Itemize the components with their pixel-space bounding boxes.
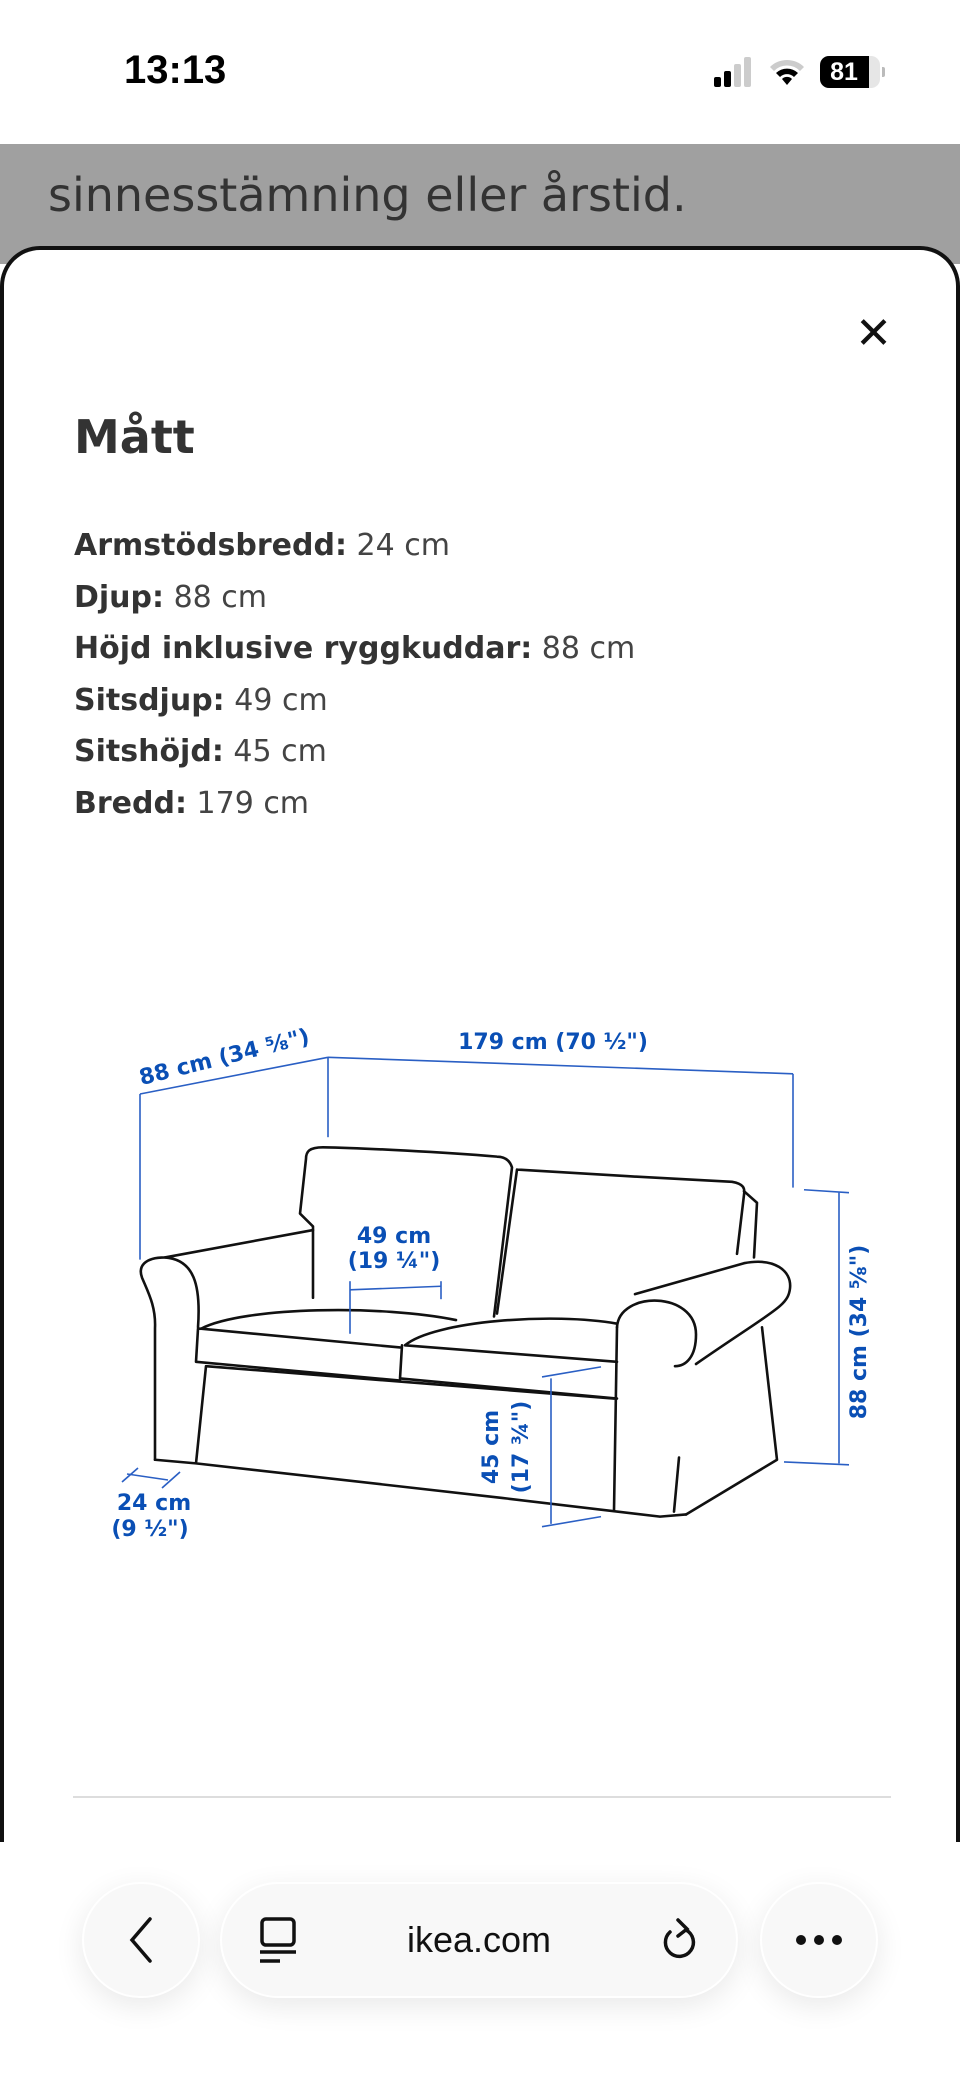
seat-depth-cm-label: 49 cm (356, 1224, 432, 1249)
spec-item (74, 572, 635, 624)
background-text: sinnesstämning eller årstid. (48, 168, 687, 222)
chevron-left-icon (126, 1916, 156, 1964)
spec-label: Höjd inklusive ryggkuddar: (74, 631, 533, 666)
spec-label: Bredd: (74, 785, 187, 821)
spec-item (74, 726, 635, 778)
back-button[interactable] (82, 1882, 200, 1998)
modal-title: Mått (74, 410, 195, 464)
address-bar[interactable] (220, 1882, 738, 1998)
spec-value: 88 cm (173, 579, 267, 615)
tabs-icon (258, 1916, 298, 1964)
spec-item (74, 778, 635, 830)
arm-width-in-label: (9 ½") (111, 1517, 189, 1542)
divider (73, 1796, 891, 1798)
more-button[interactable] (760, 1882, 878, 1998)
width-label: 179 cm (70 ½") (458, 1030, 648, 1055)
sofa-dimension-drawing (104, 1004, 904, 1584)
seat-height-in-label: (17 ¾") (509, 1400, 534, 1494)
reload-icon[interactable] (660, 1916, 700, 1964)
spec-item (74, 520, 635, 572)
height-label: 88 cm (34 ⅝") (847, 1244, 872, 1420)
spec-value: 179 cm (196, 785, 310, 821)
url-text: ikea.com (406, 1919, 552, 1960)
arm-width-cm-label: 24 cm (116, 1491, 192, 1516)
battery-level: 81 (830, 57, 858, 86)
spec-label: Sitsdjup: (74, 682, 225, 718)
wifi-icon (768, 57, 806, 87)
status-time: 13:13 (124, 48, 227, 92)
spec-value: 88 cm (541, 631, 636, 666)
spec-label: Djup: (74, 579, 165, 615)
more-icon (795, 1933, 843, 1947)
spec-value: 45 cm (233, 734, 327, 769)
dimensions-modal (0, 246, 960, 1846)
spec-item (74, 675, 635, 727)
spec-value: 49 cm (234, 682, 328, 718)
close-icon: ✕ (855, 308, 892, 359)
spec-label: Armstödsbredd: (74, 528, 347, 563)
spec-list (74, 520, 635, 829)
spec-value: 24 cm (356, 528, 450, 563)
seat-height-cm-label: 45 cm (479, 1409, 504, 1485)
spec-item (74, 623, 635, 675)
spec-label: Sitshöjd: (74, 734, 224, 769)
depth-label: 88 cm (34 ⅝") (136, 1024, 313, 1091)
seat-depth-in-label: (19 ¼") (347, 1249, 441, 1274)
arm-width-dimension (122, 1468, 180, 1488)
battery-icon (820, 56, 880, 88)
signal-icon (714, 57, 754, 87)
status-bar (0, 0, 960, 144)
close-button[interactable] (855, 308, 892, 359)
sofa-outline (141, 1147, 790, 1516)
